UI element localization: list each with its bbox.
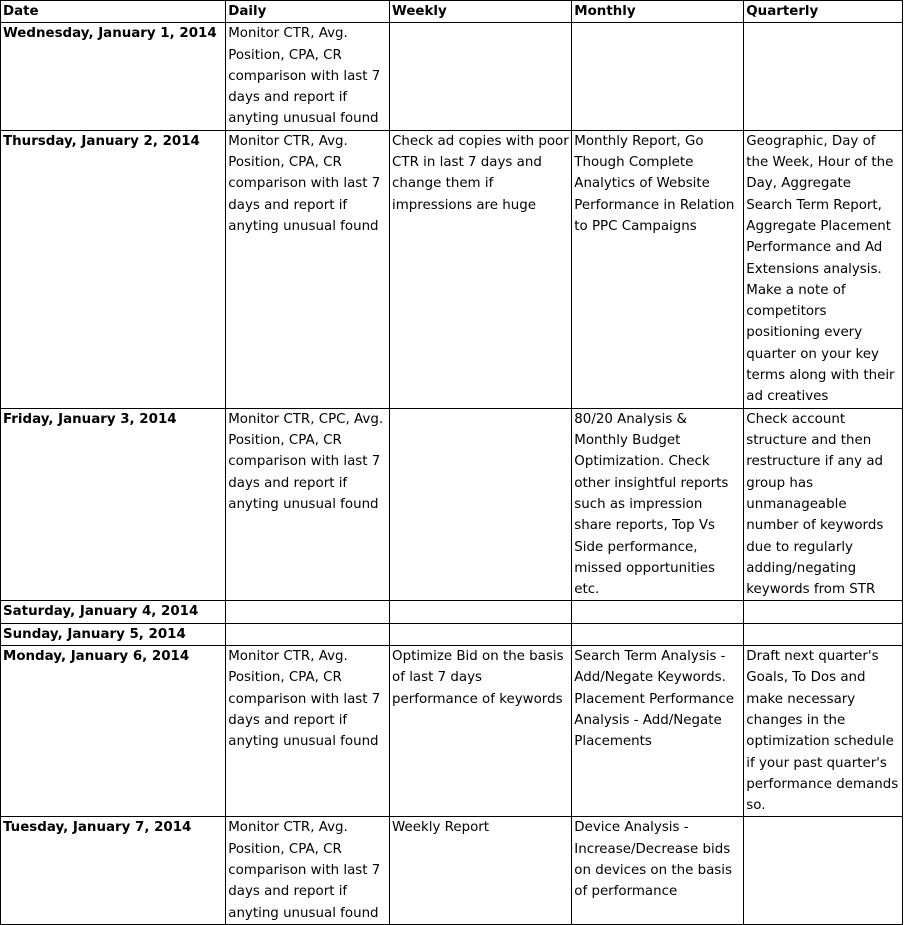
table-row <box>1 130 903 408</box>
header-quarterly: Quarterly <box>744 1 903 23</box>
monthly-cell: Search Term Analysis - Add/Negate Keywords. Placement Performance Analysis - Add/Negate Placements <box>572 646 744 817</box>
monthly-cell: Monthly Report, Go Though Complete Analytics of Website Performance in Relation to PPC Campaigns <box>572 130 744 408</box>
weekly-cell: Weekly Report <box>390 817 572 924</box>
date-cell: Wednesday, January 1, 2014 <box>1 23 226 130</box>
quarterly-cell <box>744 817 903 924</box>
quarterly-cell: Draft next quarter's Goals, To Dos and make necessary changes in the optimization schedule if your past quarter's performance demands so. <box>744 646 903 817</box>
date-cell: Tuesday, January 7, 2014 <box>1 817 226 924</box>
quarterly-cell <box>744 601 903 623</box>
weekly-cell <box>390 601 572 623</box>
quarterly-cell: Check account structure and then restructure if any ad group has unmanageable number of keywords due to regularly adding/negating keywords from STR <box>744 408 903 601</box>
table-row <box>1 601 903 623</box>
date-cell: Saturday, January 4, 2014 <box>1 601 226 623</box>
daily-cell: Monitor CTR, Avg. Position, CPA, CR comparison with last 7 days and report if anyting unusual found <box>226 130 390 408</box>
header-monthly: Monthly <box>572 1 744 23</box>
header-row <box>1 1 903 23</box>
quarterly-cell <box>744 23 903 130</box>
weekly-cell <box>390 408 572 601</box>
monthly-cell <box>572 23 744 130</box>
weekly-cell <box>390 623 572 645</box>
table-row <box>1 623 903 645</box>
quarterly-cell <box>744 623 903 645</box>
monthly-cell <box>572 623 744 645</box>
header-weekly: Weekly <box>390 1 572 23</box>
daily-cell <box>226 601 390 623</box>
table-row <box>1 646 903 817</box>
monthly-cell: Device Analysis - Increase/Decrease bids on devices on the basis of performance <box>572 817 744 924</box>
weekly-cell: Check ad copies with poor CTR in last 7 days and change them if impressions are huge <box>390 130 572 408</box>
date-cell: Sunday, January 5, 2014 <box>1 623 226 645</box>
daily-cell: Monitor CTR, Avg. Position, CPA, CR comparison with last 7 days and report if anyting unusual found <box>226 23 390 130</box>
date-cell: Thursday, January 2, 2014 <box>1 130 226 408</box>
date-cell: Monday, January 6, 2014 <box>1 646 226 817</box>
header-date: Date <box>1 1 226 23</box>
daily-cell: Monitor CTR, Avg. Position, CPA, CR comparison with last 7 days and report if anyting unusual found <box>226 646 390 817</box>
weekly-cell: Optimize Bid on the basis of last 7 days performance of keywords <box>390 646 572 817</box>
header-daily: Daily <box>226 1 390 23</box>
table-row <box>1 23 903 130</box>
daily-cell: Monitor CTR, Avg. Position, CPA, CR comparison with last 7 days and report if anyting unusual found <box>226 817 390 924</box>
monthly-cell: 80/20 Analysis & Monthly Budget Optimization. Check other insightful reports such as impression share reports, Top Vs Side performance, missed opportunities etc. <box>572 408 744 601</box>
date-cell: Friday, January 3, 2014 <box>1 408 226 601</box>
daily-cell: Monitor CTR, CPC, Avg. Position, CPA, CR comparison with last 7 days and report if anyting unusual found <box>226 408 390 601</box>
table-row <box>1 408 903 601</box>
quarterly-cell: Geographic, Day of the Week, Hour of the Day, Aggregate Search Term Report, Aggregate Placement Performance and Ad Extensions analysis. Make a note of competitors positioning every quarter on your key terms along with their ad creatives <box>744 130 903 408</box>
table-row <box>1 817 903 924</box>
weekly-cell <box>390 23 572 130</box>
monthly-cell <box>572 601 744 623</box>
daily-cell <box>226 623 390 645</box>
